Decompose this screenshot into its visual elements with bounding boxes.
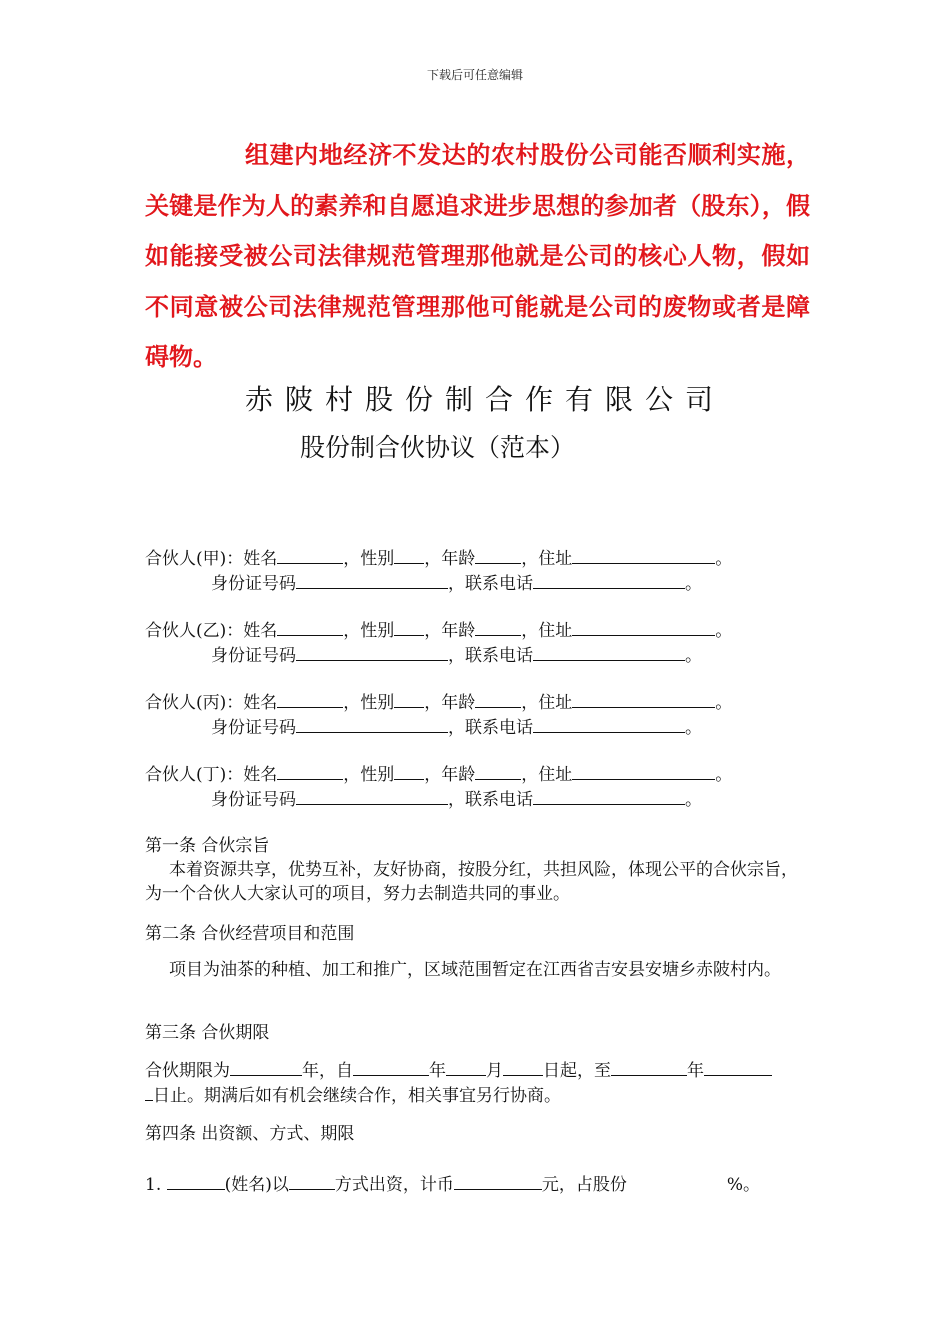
phone-label: ，联系电话 [448, 574, 533, 594]
id-blank[interactable] [296, 786, 448, 805]
end-date-blank-cont[interactable] [145, 1082, 153, 1101]
gender-label: ，性别 [343, 549, 395, 569]
age-label: ，年龄 [424, 765, 476, 785]
id-blank[interactable] [296, 570, 448, 589]
id-blank[interactable] [296, 642, 448, 661]
gender-blank[interactable] [394, 761, 424, 780]
id-label: 身份证号码 [211, 790, 296, 810]
investment-method-blank[interactable] [289, 1171, 335, 1190]
phone-blank[interactable] [533, 642, 685, 661]
article-3-term-line-2 [145, 1082, 561, 1108]
id-label: 身份证号码 [211, 574, 296, 594]
company-title: 赤陂村股份制合作有限公司 [244, 383, 725, 416]
term-text: 月 [486, 1061, 503, 1081]
phone-blank[interactable] [533, 714, 685, 733]
partner-id-line-3 [211, 714, 702, 740]
partner-line-2 [145, 617, 732, 643]
partner-line-1 [145, 545, 732, 571]
article-3-term-line [145, 1057, 772, 1083]
term-years-blank[interactable] [230, 1057, 302, 1076]
age-label: ，年龄 [424, 693, 476, 713]
article-1 [145, 834, 810, 906]
partner-id-line-4 [211, 786, 702, 812]
article-1-body: 本着资源共享，优势互补，友好协商，按股分红，共担风险，体现公平的合伙宗旨，为一个合伙人大家认可的项目，努力去制造共同的事业。 [145, 860, 798, 904]
address-label: ，住址 [521, 765, 573, 785]
article-4-title: 第四条 出资额、方式、期限 [145, 1124, 355, 1144]
age-blank[interactable] [475, 761, 521, 780]
amount-blank[interactable] [454, 1171, 542, 1190]
period: 。 [715, 693, 733, 713]
document-title: 股份制合伙协议（范本） [300, 433, 576, 462]
age-blank[interactable] [475, 545, 521, 564]
period: 。 [685, 790, 702, 810]
id-blank[interactable] [296, 714, 448, 733]
id-label: 身份证号码 [211, 718, 296, 738]
phone-label: ，联系电话 [448, 718, 533, 738]
article-2-body: 项目为油茶的种植、加工和推广，区域范围暂定在江西省吉安县安塘乡赤陂村内。 [169, 960, 781, 980]
gender-blank[interactable] [394, 617, 424, 636]
partner-line-4 [145, 761, 732, 787]
item-text: 方式出资，计币 [334, 1175, 454, 1195]
age-label: ，年龄 [424, 621, 476, 641]
period: 。 [715, 549, 733, 569]
term-text: 年，自 [302, 1061, 353, 1081]
percent-sign: %。 [726, 1175, 761, 1195]
article-2 [145, 922, 810, 982]
end-date-blank[interactable] [704, 1057, 772, 1076]
partner-label: 合伙人(丁)：姓名 [145, 765, 278, 785]
investor-name-blank[interactable] [167, 1171, 225, 1190]
gender-label: ，性别 [343, 765, 395, 785]
period: 。 [685, 646, 702, 666]
partner-id-line-2 [211, 642, 702, 668]
article-4 [145, 1122, 810, 1146]
period: 。 [715, 765, 733, 785]
intro-text: 组建内地经济不发达的农村股份公司能否顺利实施，关键是作为人的素养和自愿追求进步思想的参加者（股东），假如能接受被公司法律规范管理那他就是公司的核心人物，假如不同意被公司法律规范管理那他可能就是公司的废物或者是障碍物。 [145, 141, 810, 371]
article-1-title: 第一条 合伙宗旨 [145, 836, 270, 856]
article-4-line-1 [145, 1171, 760, 1197]
name-blank[interactable] [277, 689, 343, 708]
gender-blank[interactable] [394, 689, 424, 708]
partner-label: 合伙人(甲)：姓名 [145, 549, 278, 569]
address-label: ，住址 [521, 621, 573, 641]
address-label: ，住址 [521, 693, 573, 713]
article-3-title: 第三条 合伙期限 [145, 1023, 270, 1043]
article-2-title: 第二条 合伙经营项目和范围 [145, 924, 355, 944]
name-blank[interactable] [277, 545, 343, 564]
address-blank[interactable] [572, 617, 715, 636]
gender-blank[interactable] [394, 545, 424, 564]
address-blank[interactable] [572, 545, 715, 564]
period: 。 [685, 574, 702, 594]
partner-label: 合伙人(丙)：姓名 [145, 693, 278, 713]
term-text: 合伙期限为 [145, 1061, 230, 1081]
phone-blank[interactable] [533, 786, 685, 805]
partner-label: 合伙人(乙)：姓名 [145, 621, 278, 641]
item-text: 元，占股份 [541, 1175, 627, 1195]
item-text: (姓名)以 [224, 1175, 289, 1195]
gender-label: ，性别 [343, 621, 395, 641]
term-text: 年 [429, 1061, 446, 1081]
header-note: 下载后可任意编辑 [426, 68, 523, 82]
end-year-blank[interactable] [611, 1057, 687, 1076]
age-blank[interactable] [475, 617, 521, 636]
partner-line-3 [145, 689, 732, 715]
address-label: ，住址 [521, 549, 573, 569]
article-3 [145, 1021, 810, 1045]
start-day-blank[interactable] [503, 1057, 543, 1076]
item-number: 1. [145, 1175, 167, 1195]
phone-label: ，联系电话 [448, 790, 533, 810]
name-blank[interactable] [277, 761, 343, 780]
phone-blank[interactable] [533, 570, 685, 589]
name-blank[interactable] [277, 617, 343, 636]
address-blank[interactable] [572, 689, 715, 708]
partner-id-line-1 [211, 570, 702, 596]
term-text: 日起，至 [543, 1061, 611, 1081]
start-month-blank[interactable] [446, 1057, 486, 1076]
age-blank[interactable] [475, 689, 521, 708]
period: 。 [715, 621, 733, 641]
id-label: 身份证号码 [211, 646, 296, 666]
period: 。 [685, 718, 702, 738]
start-year-blank[interactable] [353, 1057, 429, 1076]
term-text: 日止。期满后如有机会继续合作，相关事宜另行协商。 [153, 1086, 561, 1106]
term-text: 年 [687, 1061, 704, 1081]
address-blank[interactable] [572, 761, 715, 780]
gender-label: ，性别 [343, 693, 395, 713]
intro-paragraph [145, 130, 810, 383]
phone-label: ，联系电话 [448, 646, 533, 666]
age-label: ，年龄 [424, 549, 476, 569]
